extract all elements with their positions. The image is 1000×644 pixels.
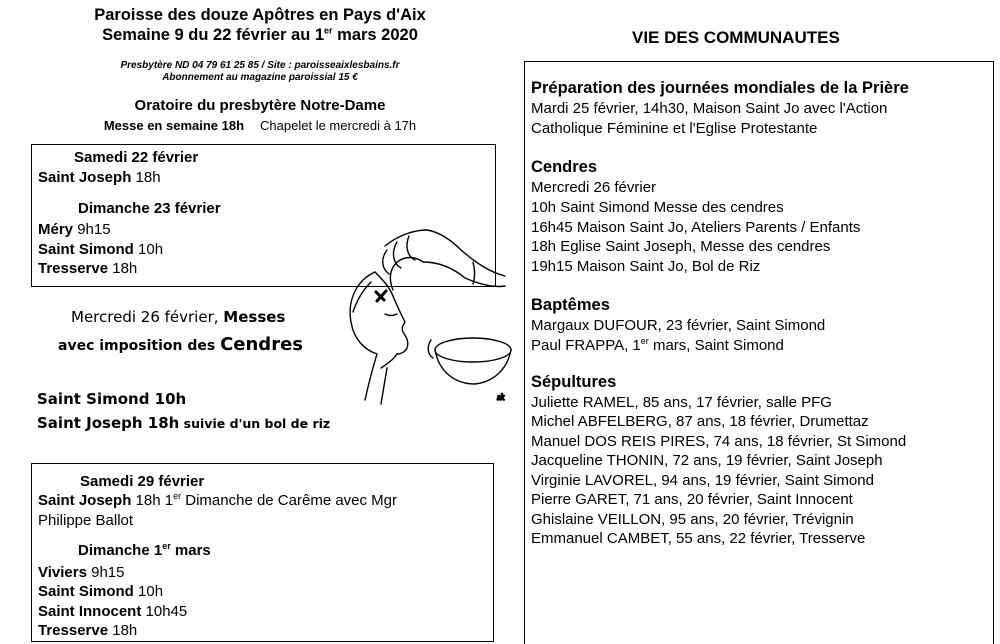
box1-sunday-item xyxy=(38,220,111,240)
ashes-line: 10h Saint Simond Messe des cendres xyxy=(531,199,784,216)
funeral-line: Manuel DOS REIS PIRES, 74 ans, 18 février, St Simond xyxy=(531,433,907,450)
sunday-sup: er xyxy=(162,541,171,551)
box2-sunday-item xyxy=(38,602,187,622)
ash-masses: Messes xyxy=(223,308,286,326)
mass-place: Tresserve xyxy=(38,622,109,639)
funeral-line: Michel ABFELBERG, 87 ans, 18 février, Drumettaz xyxy=(531,413,869,430)
baptisms-heading: Baptêmes xyxy=(531,296,610,314)
neck-front xyxy=(381,368,387,404)
funeral-line: Juliette RAMEL, 85 ans, 17 février, salle PFG xyxy=(531,394,832,411)
box2-saturday-heading: Samedi 29 février xyxy=(80,473,205,490)
hand-top xyxy=(385,230,461,250)
box1-saturday-item xyxy=(38,168,161,188)
mass-sup: er xyxy=(173,491,182,501)
funerals-heading: Sépultures xyxy=(531,373,617,391)
sunday-month: mars xyxy=(170,542,211,559)
box2-sunday-item xyxy=(38,582,163,602)
weekday-mass-line xyxy=(0,118,520,133)
ash-wednesday-line1 xyxy=(71,308,285,326)
box2-sunday-heading xyxy=(78,541,211,561)
funeral-line: Jacqueline THONIN, 72 ans, 19 février, Saint Joseph xyxy=(531,452,883,469)
ash-cendres: Cendres xyxy=(220,334,303,355)
contact-line: Presbytère ND 04 79 61 25 85 / Site : paroisseaixlesbains.fr xyxy=(120,60,400,71)
mass-time: 18h xyxy=(131,169,161,186)
box2-sunday-item xyxy=(38,563,124,583)
baptism-line xyxy=(531,336,784,356)
mass-time: 9h15 xyxy=(73,221,111,238)
prayer-line: Mardi 25 février, 14h30, Maison Saint Jo avec l'Action xyxy=(531,100,888,117)
ash-bowl-rim xyxy=(435,338,511,362)
ashes-heading: Cendres xyxy=(531,158,598,176)
bowl-hand xyxy=(428,340,433,358)
mass-place: Méry xyxy=(38,221,74,238)
mass-place: Saint Joseph xyxy=(38,169,132,186)
finger-1 xyxy=(383,250,389,274)
mass-place: Saint Simond xyxy=(38,241,134,258)
ashes-line: 19h15 Maison Saint Jo, Bol de Riz xyxy=(531,258,761,275)
box1-sunday-item xyxy=(38,240,163,260)
illustration-signature: sk xyxy=(497,392,505,402)
mass-place: Saint Joseph xyxy=(38,492,132,509)
week-sup: er xyxy=(324,25,333,36)
ashes-line: 16h45 Maison Saint Jo, Ateliers Parents / Enfants xyxy=(531,219,861,236)
funeral-line: Ghislaine VEILLON, 95 ans, 20 février, Trévignin xyxy=(531,511,854,528)
parish-title: Paroisse des douze Apôtres en Pays d'Aix xyxy=(94,6,426,24)
prayer-line: Catholique Féminine et l'Eglise Protestante xyxy=(531,120,818,137)
face-profile xyxy=(393,296,408,354)
box2-saturday-item-cont: Philippe Ballot xyxy=(38,512,134,529)
mass-time: 18h xyxy=(108,622,138,639)
ash-date: Mercredi 26 février, xyxy=(71,308,224,326)
prayer-heading: Préparation des journées mondiales de la Prière xyxy=(531,79,909,97)
mass-place: Saint Simond xyxy=(38,583,134,600)
funeral-line: Virginie LAVOREL, 94 ans, 19 février, Saint Simond xyxy=(531,472,874,489)
sleeve-fold xyxy=(473,262,475,284)
mass-time: 10h xyxy=(133,241,164,258)
neck xyxy=(365,354,377,400)
rosary: Chapelet le mercredi à 17h xyxy=(260,118,417,133)
head-outline xyxy=(350,272,377,354)
mass-place: Saint Innocent xyxy=(38,603,142,620)
mass-time: 10h xyxy=(133,583,164,600)
box1-saturday-heading: Samedi 22 février xyxy=(74,149,199,166)
mass-time: 9h15 xyxy=(86,564,125,581)
mass-place: Viviers xyxy=(38,564,87,581)
baptism-name: Paul FRAPPA, 1 xyxy=(531,337,641,354)
mass-note: Dimanche de Carême avec Mgr xyxy=(181,492,398,509)
subscription-line: Abonnement au magazine paroissial 15 € xyxy=(162,72,358,83)
chin xyxy=(381,354,397,368)
finger-3 xyxy=(407,236,415,260)
ash-imposition-illustration xyxy=(335,222,515,407)
funeral-line: Pierre GARET, 71 ans, 20 février, Saint Innocent xyxy=(531,491,853,508)
ashes-line: Mercredi 26 février xyxy=(531,179,657,196)
ash-imposition: avec imposition des xyxy=(58,338,221,354)
ash-mass-saint-simond: Saint Simond 10h xyxy=(37,390,187,408)
baptism-line: Margaux DUFOUR, 23 février, Saint Simond xyxy=(531,317,826,334)
mass-time: 10h45 xyxy=(141,603,188,620)
communities-title: VIE DES COMMUNAUTES xyxy=(632,28,840,47)
box1-sunday-item xyxy=(38,259,137,279)
oratory-title: Oratoire du presbytère Notre-Dame xyxy=(134,97,386,114)
ash-mass-saint-joseph xyxy=(37,413,330,432)
ashes-line: 18h Eglise Saint Joseph, Messe des cendres xyxy=(531,238,831,255)
funeral-line: Emmanuel CAMBET, 55 ans, 22 février, Tresserve xyxy=(531,530,866,547)
baptism-rest: mars, Saint Simond xyxy=(648,337,784,354)
box1-sunday-heading: Dimanche 23 février xyxy=(78,200,221,217)
ash-wednesday-line2 xyxy=(58,334,303,355)
baptism-sup: er xyxy=(640,336,649,346)
sleeve-top xyxy=(461,250,505,276)
week-suffix: mars 2020 xyxy=(332,26,418,44)
box2-sunday-item xyxy=(38,621,137,641)
ash-bowl-body xyxy=(435,350,511,384)
ash-mass-note: suivie d'un bol de riz xyxy=(179,416,331,431)
ash-cross xyxy=(376,291,386,301)
weekday-mass: Messe en semaine 18h xyxy=(103,118,245,133)
sunday-label: Dimanche 1 xyxy=(78,542,163,559)
week-line xyxy=(0,26,520,45)
hair xyxy=(353,282,371,312)
mass-time: 18h 1 xyxy=(131,492,174,509)
mass-time: 18h xyxy=(108,260,138,277)
ash-mass-place: Saint Joseph 18h xyxy=(37,414,180,432)
mass-place: Tresserve xyxy=(38,260,109,277)
eye xyxy=(385,314,397,316)
box2-saturday-item xyxy=(38,491,397,511)
wrist-sleeve xyxy=(423,262,505,287)
week-prefix: Semaine 9 du 22 février au 1 xyxy=(102,26,325,44)
